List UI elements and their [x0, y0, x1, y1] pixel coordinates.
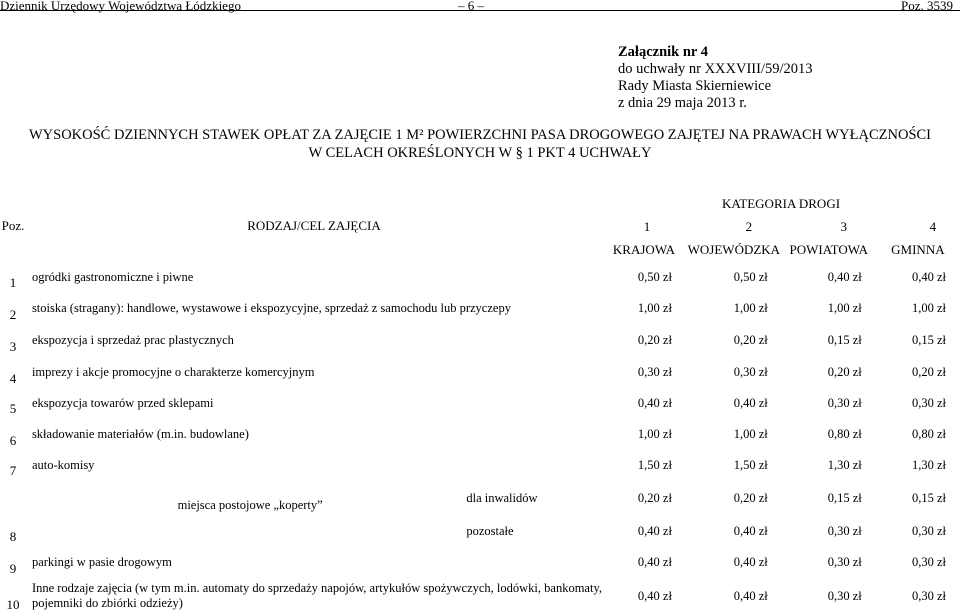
journal-name: Dziennik Urzędowy Województwa Łódzkiego — [0, 0, 241, 13]
row-description — [26, 480, 462, 546]
rate-powiatowa: 1,30 zł — [827, 457, 862, 472]
empty-header-cell — [0, 190, 26, 216]
table-row — [0, 546, 960, 578]
rate-wojewodzka: 0,30 zł — [733, 364, 768, 379]
row-number: 10 — [6, 597, 20, 612]
annex-council: Rady Miasta Skierniewice — [618, 78, 772, 94]
table-row — [0, 418, 960, 450]
rate-gminna: 0,15 zł — [911, 332, 946, 347]
row-number: 5 — [9, 401, 17, 416]
table-row — [0, 262, 960, 292]
row-number: 4 — [9, 371, 17, 386]
row-description-line2: pojemniki do zbiórki odzieży) — [31, 596, 183, 610]
row-number: 6 — [9, 433, 17, 448]
annex-title: Załącznik nr 4 — [618, 44, 708, 60]
row-number: 7 — [9, 463, 17, 478]
rate-gminna: 0,30 zł — [911, 395, 946, 410]
table-row — [0, 356, 960, 388]
rate-wojewodzka: 1,50 zł — [733, 457, 768, 472]
rate-wojewodzka: 0,40 zł — [733, 395, 768, 410]
table-row — [0, 450, 960, 480]
rate-powiatowa: 1,00 zł — [827, 300, 862, 315]
table-row — [0, 388, 960, 418]
rate-wojewodzka: 0,40 zł — [733, 554, 768, 569]
rate-wojewodzka: 1,00 zł — [733, 426, 768, 441]
annex-block — [618, 44, 813, 112]
rate-wojewodzka: 0,40 zł — [733, 588, 768, 603]
rate-powiatowa: 0,40 zł — [827, 269, 862, 284]
row-description-text: ekspozycja towarów przed sklepami — [31, 395, 214, 410]
poz-header: Poz. — [1, 218, 25, 233]
row-description-text: ogródki gastronomiczne i piwne — [31, 269, 194, 284]
rate-wojewodzka: 0,40 zł — [733, 523, 768, 538]
rate-gminna: 0,30 zł — [911, 554, 946, 569]
row-description — [26, 292, 602, 324]
table-row — [0, 480, 960, 516]
row-description-text: parkingi w pasie drogowym — [31, 554, 172, 569]
document-title-line2: W CELACH OKREŚLONYCH W § 1 PKT 4 UCHWAŁY — [308, 145, 652, 161]
row-description — [26, 262, 602, 292]
sub-row-label: pozostałe — [466, 523, 514, 538]
rate-krajowa: 0,50 zł — [637, 269, 672, 284]
rate-krajowa: 0,40 zł — [637, 395, 672, 410]
rate-krajowa: 0,20 zł — [637, 332, 672, 347]
category-name: POWIATOWA — [789, 242, 868, 257]
rate-krajowa: 0,20 zł — [637, 490, 672, 505]
row-number: 3 — [9, 339, 17, 354]
rate-krajowa: 0,40 zł — [637, 588, 672, 603]
row-number: 2 — [9, 307, 17, 322]
category-number: 2 — [745, 219, 753, 234]
category-number: 1 — [643, 219, 651, 234]
row-description — [26, 356, 602, 388]
rate-gminna: 0,15 zł — [911, 490, 946, 505]
page-number: – 6 – — [458, 0, 484, 13]
category-number: 3 — [840, 219, 848, 234]
annex-date: z dnia 29 maja 2013 r. — [618, 95, 747, 111]
rate-krajowa: 0,40 zł — [637, 523, 672, 538]
rate-gminna: 0,80 zł — [911, 426, 946, 441]
rate-gminna: 0,40 zł — [911, 269, 946, 284]
document-title-line1: WYSOKOŚĆ DZIENNYCH STAWEK OPŁAT ZA ZAJĘCIE 1 M² POWIERZCHNI PASA DROGOWEGO ZAJĘTEJ NA PRAWACH WYŁĄCZNOŚCI — [28, 127, 932, 143]
rate-wojewodzka: 0,20 zł — [733, 490, 768, 505]
rates-table — [0, 190, 960, 614]
rate-wojewodzka: 0,50 zł — [733, 269, 768, 284]
rate-krajowa: 0,40 zł — [637, 554, 672, 569]
empty-header-cell — [26, 190, 462, 216]
rate-wojewodzka: 0,20 zł — [733, 332, 768, 347]
rate-gminna: 0,30 zł — [911, 523, 946, 538]
row-description — [26, 418, 602, 450]
rodzaj-header: RODZAJ/CEL ZAJĘCIA — [247, 218, 381, 233]
page-header — [0, 0, 960, 18]
table-row — [0, 578, 960, 614]
category-name: GMINNA — [891, 242, 945, 257]
rate-krajowa: 1,00 zł — [637, 426, 672, 441]
header-divider — [0, 10, 960, 11]
row-description-text: ekspozycja i sprzedaż prac plastycznych — [31, 332, 234, 347]
rate-gminna: 0,20 zł — [911, 364, 946, 379]
category-name: KRAJOWA — [612, 242, 676, 257]
row-number: 9 — [9, 561, 17, 576]
table-row — [0, 292, 960, 324]
row-description-line1: Inne rodzaje zajęcia (w tym m.in. automaty do sprzedaży napojów, artykułów spożywczych, lodówki, bankomaty, — [31, 581, 603, 595]
empty-header-cell — [462, 190, 602, 216]
rate-powiatowa: 0,80 zł — [827, 426, 862, 441]
row-description — [26, 546, 602, 578]
annex-resolution: do uchwały nr XXXVIII/59/2013 — [618, 61, 813, 77]
row-description — [26, 450, 602, 480]
row-description-text: składowanie materiałów (m.in. budowlane) — [31, 426, 249, 441]
rate-krajowa: 0,30 zł — [637, 364, 672, 379]
rate-powiatowa: 0,15 zł — [827, 490, 862, 505]
rate-powiatowa: 0,30 zł — [827, 523, 862, 538]
row-number: 8 — [9, 529, 17, 544]
position-number: Poz. 3539 — [901, 0, 953, 13]
row-description — [26, 578, 602, 614]
category-name: WOJEWÓDZKA — [687, 242, 781, 257]
rate-powiatowa: 0,30 zł — [827, 588, 862, 603]
row-description-text: imprezy i akcje promocyjne o charakterze komercyjnym — [31, 364, 315, 379]
category-header: KATEGORIA DROGI — [721, 196, 841, 211]
rate-powiatowa: 0,15 zł — [827, 332, 862, 347]
row-number: 1 — [9, 275, 17, 290]
row-description-text: auto-komisy — [31, 457, 95, 472]
row-description — [26, 324, 602, 356]
rate-gminna: 1,30 zł — [911, 457, 946, 472]
rate-gminna: 1,00 zł — [911, 300, 946, 315]
empty-header-cell — [26, 238, 602, 262]
rate-krajowa: 1,00 zł — [637, 300, 672, 315]
row-description — [26, 388, 602, 418]
row-description-text: miejsca postojowe „koperty” — [177, 497, 323, 512]
table-row — [0, 324, 960, 356]
rate-wojewodzka: 1,00 zł — [733, 300, 768, 315]
document-title — [0, 126, 960, 162]
row-description-text: stoiska (stragany): handlowe, wystawowe i ekspozycyjne, sprzedaż z samochodu lub przyczepy — [31, 300, 511, 315]
rate-powiatowa: 0,30 zł — [827, 395, 862, 410]
category-number: 4 — [929, 219, 937, 234]
sub-row-label: dla inwalidów — [466, 490, 538, 505]
rate-krajowa: 1,50 zł — [637, 457, 672, 472]
rate-powiatowa: 0,30 zł — [827, 554, 862, 569]
rate-gminna: 0,30 zł — [911, 588, 946, 603]
rate-powiatowa: 0,20 zł — [827, 364, 862, 379]
